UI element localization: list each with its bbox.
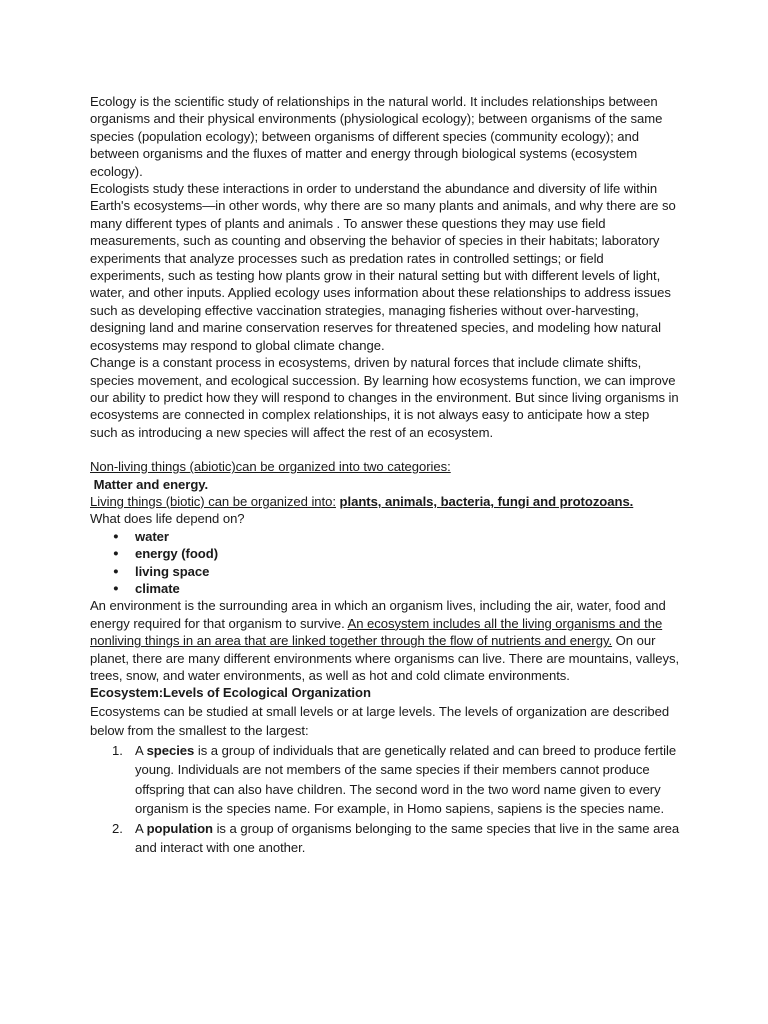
biotic-line	[90, 493, 680, 510]
list-number: 1.	[112, 742, 123, 758]
life-need-energy: energy (food)	[135, 546, 219, 562]
life-needs-list	[90, 528, 680, 598]
spacer	[90, 441, 680, 458]
environment-definition: An environment is the surrounding area in which an organism lives, including the air, water, food and energy required for that organism to survive.	[90, 598, 666, 631]
document-body	[90, 93, 680, 858]
paragraph-change: Change is a constant process in ecosystems, driven by natural forces that include climate shifts, species movement, and ecological succession. By learning how ecosystems function, we can improve our ability to predict how they will respond to changes in the environment. But since living organisms in ecosystems are connected in complex relationships, it is not always easy to anticipate how a step such as introducing a new species will affect the rest of an ecosystem.	[90, 355, 679, 440]
list-item	[90, 545, 680, 562]
abiotic-heading: Non-living things (abiotic)can be organized into two categories:	[90, 459, 451, 475]
list-item	[90, 741, 680, 819]
paragraph-environment	[90, 597, 680, 684]
levels-intro: Ecosystems can be studied at small levels or at large levels. The levels of organization are described below from the smallest to the largest:	[90, 703, 670, 739]
abiotic-answer-text: Matter and energy.	[90, 476, 209, 492]
biotic-answer: plants, animals, bacteria, fungi and protozoans.	[339, 493, 634, 509]
level-description: is a group of organisms belonging to the same species that live in the same area and interact with one another.	[135, 820, 680, 856]
environment-examples: On our planet, there are many different environments where organisms can live. There are mountains, valleys, trees, snow, and water environments, as well as hot and cold climate environments.	[90, 633, 680, 683]
level-term-species: species	[146, 742, 195, 758]
life-question: What does life depend on?	[90, 511, 245, 527]
life-need-living-space: living space	[135, 563, 210, 579]
ecosystem-definition: An ecosystem includes all the living organisms and the nonliving things in an area that are linked together through the flow of nutrients and energy.	[90, 615, 663, 649]
level-term-population: population	[146, 820, 213, 836]
level-description: is a group of individuals that are genetically related and can breed to produce fertile young. Individuals are not members of the same species if their members cannot produce offspring that can also have children. The second word in the two word name given to every organism is the species name. For example, in Homo sapiens, sapiens is the species name.	[135, 742, 677, 817]
level-prefix: A	[135, 742, 147, 758]
levels-heading-text: Ecosystem:Levels of Ecological Organization	[90, 685, 371, 701]
list-number: 2.	[112, 820, 123, 836]
list-item	[90, 528, 680, 545]
life-need-water: water	[135, 528, 169, 544]
list-item	[90, 580, 680, 597]
list-item	[90, 819, 680, 858]
paragraph-ecology-definition: Ecology is the scientific study of relationships in the natural world. It includes relationships between organisms and their physical environments (physiological ecology); between organisms of the same species (population ecology); between organisms of different species (community ecology); and between organisms and the fluxes of matter and energy through biological systems (ecosystem ecology).	[90, 94, 663, 179]
abiotic-answer	[90, 476, 680, 493]
life-need-climate: climate	[135, 580, 180, 596]
paragraph-ecologists-study: Ecologists study these interactions in order to understand the abundance and diversity of life within Earth's ecosystems—in other words, why there are so many plants and animals, and why there are so many different types of plants and animals . To answer these questions they may use field measurements, such as counting and observing the behavior of species in their habitats; laboratory experiments that analyze processes such as predation rates in controlled settings; or field experiments, such as testing how plants grow in their natural setting but with different levels of light, water, and other inputs. Applied ecology uses information about these relationships to address issues such as developing effective vaccination strategies, managing fisheries without over-harvesting, designing land and marine conservation reserves for threatened species, and modeling how natural ecosystems may respond to global climate change.	[90, 181, 676, 353]
levels-heading	[90, 684, 680, 701]
level-prefix: A	[135, 820, 147, 836]
list-item	[90, 563, 680, 580]
levels-list	[90, 741, 680, 858]
biotic-lead: Living things (biotic) can be organized into:	[90, 493, 336, 509]
